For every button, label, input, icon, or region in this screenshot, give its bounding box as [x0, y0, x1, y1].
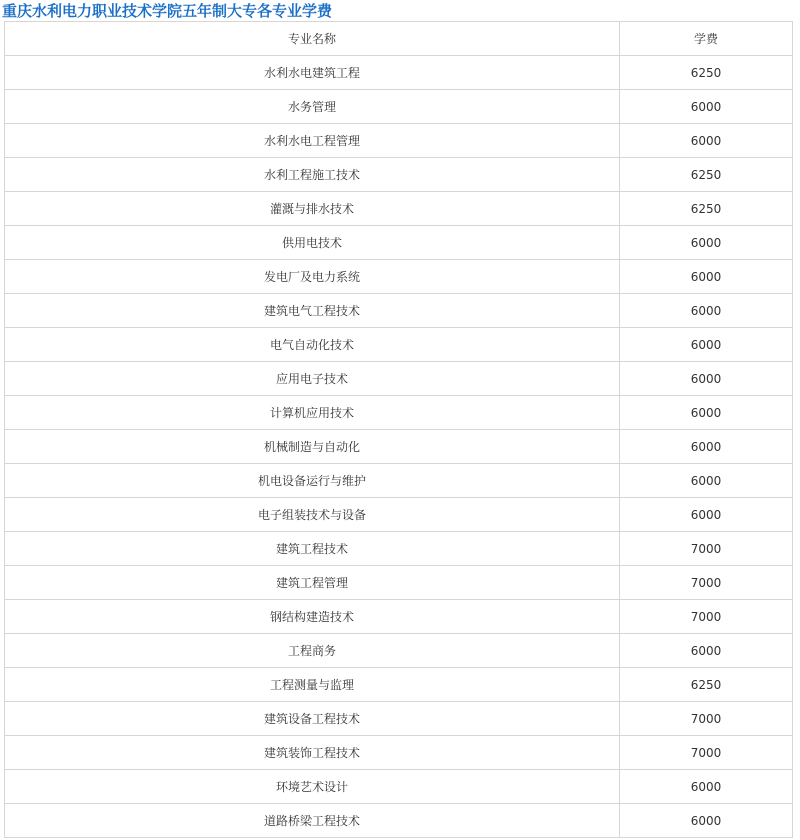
table-row — [5, 702, 793, 736]
table-row — [5, 396, 793, 430]
tuition-fee-cell: 7000 — [620, 566, 793, 600]
table-row — [5, 158, 793, 192]
table-body — [5, 56, 793, 838]
table-row — [5, 328, 793, 362]
tuition-fee-cell: 6000 — [620, 124, 793, 158]
table-row — [5, 226, 793, 260]
tuition-fee-cell: 7000 — [620, 702, 793, 736]
table-row — [5, 260, 793, 294]
tuition-fee-cell: 6000 — [620, 634, 793, 668]
table-row — [5, 362, 793, 396]
table-row — [5, 634, 793, 668]
tuition-fee-cell: 6000 — [620, 498, 793, 532]
tuition-fee-cell: 6000 — [620, 90, 793, 124]
tuition-fee-cell: 6000 — [620, 804, 793, 838]
major-name-cell: 建筑工程管理 — [5, 566, 620, 600]
major-name-cell: 水利水电工程管理 — [5, 124, 620, 158]
major-name-cell: 电气自动化技术 — [5, 328, 620, 362]
major-name-cell: 计算机应用技术 — [5, 396, 620, 430]
column-header-major: 专业名称 — [5, 22, 620, 56]
tuition-fee-cell: 7000 — [620, 600, 793, 634]
major-name-cell: 建筑装饰工程技术 — [5, 736, 620, 770]
major-name-cell: 电子组装技术与设备 — [5, 498, 620, 532]
major-name-cell: 工程商务 — [5, 634, 620, 668]
page-title: 重庆水利电力职业技术学院五年制大专各专业学费 — [2, 2, 333, 20]
tuition-fee-cell: 6000 — [620, 430, 793, 464]
tuition-fee-cell: 6250 — [620, 158, 793, 192]
table-row — [5, 566, 793, 600]
table-row — [5, 600, 793, 634]
major-name-cell: 灌溉与排水技术 — [5, 192, 620, 226]
table-row — [5, 56, 793, 90]
major-name-cell: 机电设备运行与维护 — [5, 464, 620, 498]
tuition-fee-cell: 6000 — [620, 464, 793, 498]
column-header-fee: 学费 — [620, 22, 793, 56]
major-name-cell: 建筑工程技术 — [5, 532, 620, 566]
table-row — [5, 294, 793, 328]
tuition-fee-cell: 6000 — [620, 260, 793, 294]
tuition-fee-cell: 6000 — [620, 770, 793, 804]
table-row — [5, 668, 793, 702]
tuition-fee-cell: 6250 — [620, 56, 793, 90]
major-name-cell: 工程测量与监理 — [5, 668, 620, 702]
major-name-cell: 发电厂及电力系统 — [5, 260, 620, 294]
major-name-cell: 钢结构建造技术 — [5, 600, 620, 634]
table-row — [5, 124, 793, 158]
table-header-row — [5, 22, 793, 56]
major-name-cell: 水利工程施工技术 — [5, 158, 620, 192]
tuition-fee-cell: 6000 — [620, 294, 793, 328]
tuition-fee-cell: 7000 — [620, 736, 793, 770]
tuition-fee-cell: 6000 — [620, 396, 793, 430]
table-row — [5, 770, 793, 804]
table-row — [5, 804, 793, 838]
tuition-fee-cell: 6250 — [620, 668, 793, 702]
table-row — [5, 498, 793, 532]
table-row — [5, 430, 793, 464]
major-name-cell: 建筑电气工程技术 — [5, 294, 620, 328]
major-name-cell: 水利水电建筑工程 — [5, 56, 620, 90]
tuition-fee-cell: 6250 — [620, 192, 793, 226]
tuition-fee-cell: 6000 — [620, 226, 793, 260]
table-row — [5, 192, 793, 226]
major-name-cell: 环境艺术设计 — [5, 770, 620, 804]
major-name-cell: 机械制造与自动化 — [5, 430, 620, 464]
table-row — [5, 736, 793, 770]
table-row — [5, 90, 793, 124]
major-name-cell: 应用电子技术 — [5, 362, 620, 396]
major-name-cell: 供用电技术 — [5, 226, 620, 260]
table-row — [5, 464, 793, 498]
major-name-cell: 建筑设备工程技术 — [5, 702, 620, 736]
tuition-fee-cell: 7000 — [620, 532, 793, 566]
tuition-fee-cell: 6000 — [620, 328, 793, 362]
table-row — [5, 532, 793, 566]
tuition-fee-cell: 6000 — [620, 362, 793, 396]
major-name-cell: 水务管理 — [5, 90, 620, 124]
tuition-table — [4, 21, 793, 838]
major-name-cell: 道路桥梁工程技术 — [5, 804, 620, 838]
